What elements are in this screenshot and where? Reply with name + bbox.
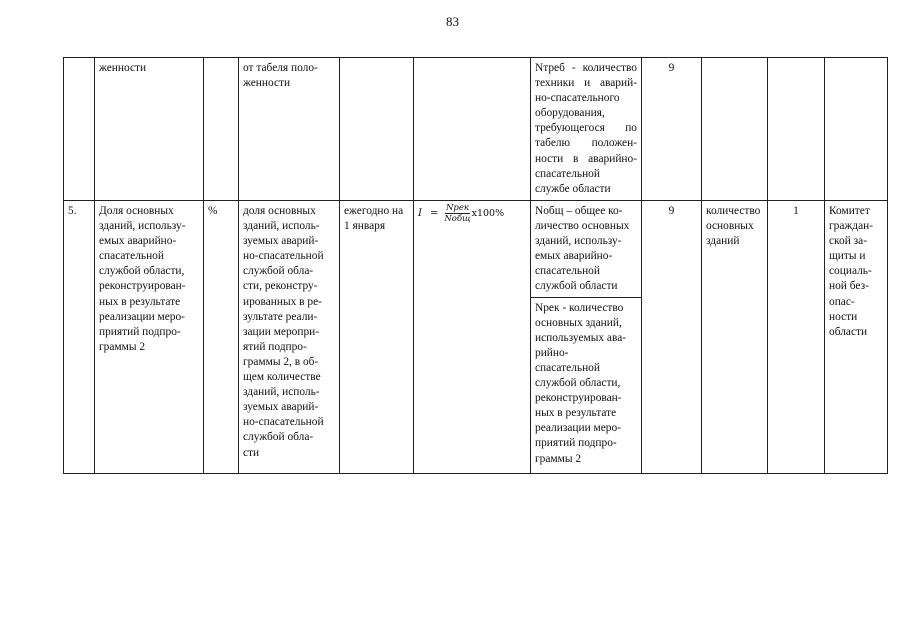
cell-method-code [768,58,825,201]
formula-lhs: I [418,207,422,219]
table-row [64,201,888,298]
cell-definition [239,201,340,474]
cell-number [64,58,95,201]
page-number: 83 [446,14,459,29]
cell-responsible [825,58,888,201]
cell-source-code [642,201,702,474]
variable-text: Nтреб - количество техники и аварий-но-спасательного оборудования, требующегося по табелю положен-ности в аварийно-спасательной службе области [535,62,637,195]
source-code-text: 9 [668,205,675,217]
cell-data-name [702,201,768,474]
row-number-text: 5. [68,205,77,217]
cell-variables [531,297,642,473]
cell-formula [414,201,531,474]
data-name-text: количество основных зданий [706,205,761,248]
variable-text: Nобщ – общее ко- личество основных зданий, использу- емых аварийно- спасательной службой области [535,205,630,293]
cell-unit [204,201,239,474]
unit-text: % [208,205,218,217]
cell-source-code [642,58,702,201]
indicators-table [63,57,888,474]
cell-variables [531,58,642,201]
period-text: ежегодно на 1 января [344,205,404,233]
indicator-name-text: Доля основных зданий, использу- емых аварийно- спасательной службой области, реконструирован- ных в результате реализации меро- приятий подпро- граммы 2 [99,205,186,353]
cell-data-name [702,58,768,201]
cell-responsible [825,201,888,474]
source-code-text: 9 [668,62,675,74]
table-row [64,58,888,201]
cell-variables [531,201,642,298]
cell-indicator-name [95,58,204,201]
formula-multiplier: x100% [471,207,505,219]
cell-period [340,201,414,474]
cell-number [64,201,95,474]
definition-text: от табеля поло- женности [243,62,318,90]
cell-unit [204,58,239,201]
method-code-text: 1 [793,205,799,217]
variable-text: Nрек - количество основных зданий, используемых ава- рийно- спасательной службой области, реконструирован- ных в результате реализации меро- приятий подпро- граммы 2 [535,301,627,465]
formula-denominator: Nобщ [444,214,471,224]
definition-text: доля основных зданий, исполь- зуемых аварий- но-спасательной службой обла- сти, реконстру- ированных в ре- зультате реали- зации меропри- ятий подпро- граммы 2, в об- щем количестве зданий, исполь- зуемых аварий- но-спасательной службой обла- сти [243,205,324,459]
indicator-name-text: женности [99,62,147,74]
responsible-text: Комитет граждан- ской за- щиты и социаль- ной без- опас- ности области [829,205,874,338]
cell-indicator-name [95,201,204,474]
cell-period [340,58,414,201]
cell-definition [239,58,340,201]
formula [418,203,526,224]
formula-numerator: Nрек [445,203,469,213]
formula-fraction [444,203,470,224]
formula-equals: = [429,207,439,219]
cell-method-code [768,201,825,474]
cell-formula [414,58,531,201]
